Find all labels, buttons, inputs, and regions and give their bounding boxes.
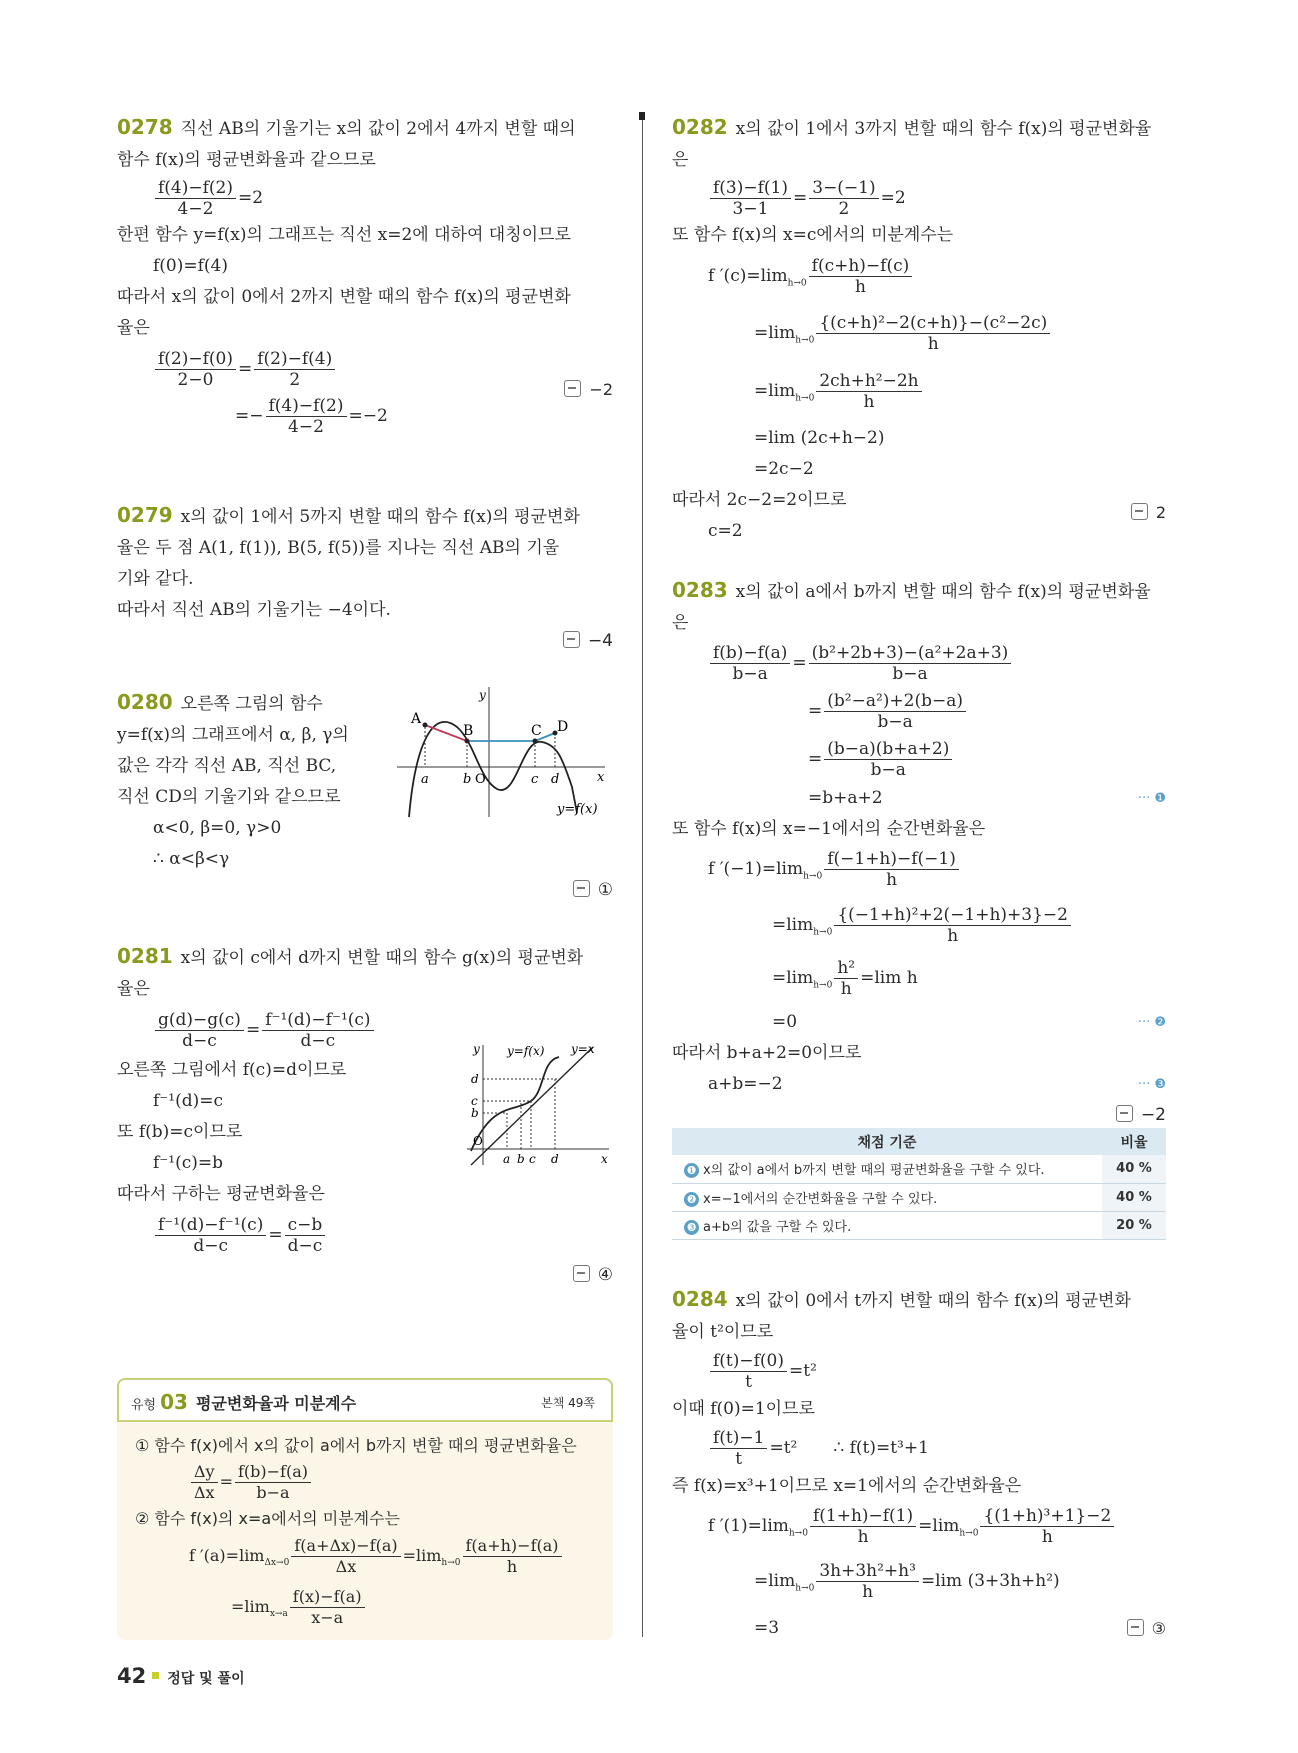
- problem-number: 0281: [117, 944, 173, 968]
- answer: −2: [564, 380, 613, 399]
- fraction: $\frac{c-b}{d-c}$: [285, 1215, 326, 1256]
- answer-icon: [1127, 1619, 1144, 1636]
- svg-text:c: c: [529, 1152, 536, 1166]
- fraction: $\frac{f(2)-f(0)}{2-0}$: [155, 349, 236, 390]
- svg-text:b: b: [517, 1152, 525, 1166]
- grading-row: ❶ x의 값이 a에서 b까지 변할 때의 평균변화율을 구할 수 있다. 40 %: [672, 1155, 1166, 1183]
- svg-text:c: c: [471, 1094, 478, 1108]
- solution-0281: 0281 x의 값이 c에서 d까지 변할 때의 함수 g(x)의 평균변화 율은 $\frac{g(d)-g(c)}{d-c}$ = $\frac{\text{f⁻¹(d)−f⁻¹(c)}}{d-c}$ 오른쪽 그림에서 f(c)=d이므로 f⁻¹(d)=c 또 f(b)=c이므로 f⁻¹(c)=b 따라서 구하는 평균변화율은 $\frac{\text{f⁻¹(d)−f⁻¹(c)}}{d-c}$ = $\frac{c-b}{d-c}$ ④ y x y=f(x) y=x d c b O a b c d: [117, 941, 613, 1281]
- answer-icon: [1131, 503, 1148, 520]
- svg-text:d: d: [551, 772, 560, 787]
- problem-number: 0280: [117, 690, 173, 714]
- page-number: 42: [117, 1664, 147, 1688]
- problem-number: 0284: [672, 1287, 728, 1311]
- graph-0281: [463, 1041, 613, 1171]
- svg-text:x: x: [601, 1152, 608, 1166]
- svg-text:b: b: [471, 1106, 479, 1120]
- fraction: $\frac{\text{f⁻¹(d)−f⁻¹(c)}}{d-c}$: [155, 1215, 266, 1256]
- solution-0279: 0279 x의 값이 1에서 5까지 변할 때의 함수 f(x)의 평균변화 율은 두 점 A(1, f(1)), B(5, f(5))를 지나는 직선 AB의 기울 기와 같다. 따라서 직선 AB의 기울기는 −4이다. −4: [117, 500, 613, 657]
- answer-icon: [564, 380, 581, 397]
- svg-text:O: O: [473, 1134, 483, 1148]
- grading-row: ❷ x=−1에서의 순간변화율을 구할 수 있다. 40 %: [672, 1183, 1166, 1211]
- graph-0280: [397, 687, 613, 823]
- problem-number: 0279: [117, 503, 173, 527]
- problem-number: 0282: [672, 115, 728, 139]
- concept-box: [117, 1378, 613, 1640]
- answer: 2: [1131, 503, 1166, 522]
- svg-text:y: y: [479, 688, 486, 702]
- footer-label: 정답 및 풀이: [167, 1671, 245, 1687]
- svg-text:A: A: [411, 711, 422, 727]
- answer-icon: [563, 631, 580, 648]
- answer-icon: [573, 1265, 590, 1282]
- solution-0284: 0284 x의 값이 0에서 t까지 변할 때의 함수 f(x)의 평균변화 율이 t²이므로 $\frac{f(t)-f(0)}{t}$ =t² 이때 f(0)=1이므로 $\frac{f(t)-1}{t}$ =t² ∴ f(t)=t³+1 즉 f(x)=x³+1이므로 x=1에서의 순간변화율은 f $'(1)=\lim_{h\to 0}$ $\frac{f(1+h)-f(1)}{h}$ $=\lim_{h\to 0}$ $\frac{\text{\{(1+h)³+1\}−2}}{h}$ $=\lim_{h\to 0}$ $\frac{\text{3h+3h²+h³}}{h}$ =lim (3+3h+h²) =3 ③: [672, 1284, 1166, 1644]
- svg-text:y: y: [473, 1042, 480, 1056]
- grading-header: 채점 기준 비율: [672, 1128, 1166, 1155]
- concept-header: 유형 03 평균변화율과 미분계수 본책 49쪽: [117, 1378, 613, 1422]
- divider-marker: [639, 112, 645, 120]
- problem-number: 0278: [117, 115, 173, 139]
- footer-bullet-icon: [152, 1672, 159, 1679]
- left-column: [117, 112, 613, 1285]
- svg-text:y=x: y=x: [571, 1042, 595, 1056]
- svg-text:a: a: [421, 772, 429, 787]
- fraction: $\frac{g(d)-g(c)}{d-c}$: [155, 1010, 244, 1051]
- solution-0283: 0283 x의 값이 a에서 b까지 변할 때의 함수 f(x)의 평균변화율 은 $\frac{f(b)-f(a)}{b-a}$ = $\frac{\text{(b²+2b+3)−(a²+2a+3)}}{b-a}$ = $\frac{\text{(b²−a²)+2(b−a)}}{b-a}$ = $\frac{(b-a)(b+a+2)}{b-a}$ =b+a+2 ··· ❶ 또 함수 f(x)의 x=−1에서의 순간변화율은 f $'(-1)=\lim_{h\to 0}$ $\frac{f(-1+h)-f(-1)}{h}$ $=\lim_{h\to 0}$ $\frac{\text{\{(−1+h)²+2(−1+h)+3\}−2}}{h}$ $=\lim_{h\to 0}$ $\frac{\text{h²}}{h}$ =lim h =0 ··· ❷ 따라서 b+a+2=0이므로 a+b=−2 ··· ❸ −2: [672, 575, 1166, 1131]
- svg-text:b: b: [463, 772, 472, 787]
- right-column: [672, 112, 1166, 1131]
- column-divider: [642, 112, 643, 1637]
- problem-number: 0283: [672, 578, 728, 603]
- answer-icon: [1116, 1105, 1133, 1122]
- fraction: $\frac{\text{f⁻¹(d)−f⁻¹(c)}}{d-c}$: [262, 1010, 373, 1051]
- svg-text:x: x: [597, 770, 605, 785]
- svg-text:c: c: [531, 772, 539, 787]
- answer: ①: [117, 875, 613, 906]
- svg-text:y=f(x): y=f(x): [557, 802, 598, 817]
- svg-text:B: B: [463, 723, 474, 739]
- svg-text:C: C: [531, 723, 542, 739]
- svg-text:D: D: [557, 719, 569, 735]
- step-marker: ··· ❸: [1137, 1077, 1166, 1093]
- answer: −4: [117, 626, 613, 657]
- svg-text:O: O: [475, 772, 486, 787]
- answer: −2: [672, 1100, 1166, 1131]
- grading-table: [672, 1128, 1166, 1240]
- fraction: $\frac{f(4)-f(2)}{4-2}$: [155, 178, 236, 219]
- svg-text:a: a: [503, 1152, 511, 1166]
- page-footer: [117, 1664, 245, 1688]
- grading-row: ❸ a+b의 값을 구할 수 있다. 20 %: [672, 1211, 1166, 1239]
- answer: ④: [117, 1260, 613, 1291]
- svg-text:y=f(x): y=f(x): [507, 1044, 545, 1058]
- fraction: $\frac{f(4)-f(2)}{4-2}$: [266, 396, 347, 437]
- step-marker: ··· ❷: [1137, 1015, 1166, 1031]
- solution-0280: 0280 오른쪽 그림의 함수 y=f(x)의 그래프에서 α, β, γ의 값은 각각 직선 AB, 직선 BC, 직선 CD의 기울기와 같으므로 α<0, β=0, γ>0 ∴ α<β<γ ① y x A B C D a b O c d y=f(x): [117, 687, 613, 887]
- fraction: $\frac{f(2)-f(4)}{2}$: [254, 349, 335, 390]
- answer: ③: [1127, 1613, 1166, 1644]
- solution-0278: 0278 직선 AB의 기울기는 x의 값이 2에서 4까지 변할 때의 함수 f(x)의 평균변화율과 같으므로 $\frac{f(4)-f(2)}{4-2}$ =2 한편 함수 y=f(x)의 그래프는 직선 x=2에 대하여 대칭이므로 f(0)=f(4) 따라서 x의 값이 0에서 2까지 변할 때의 함수 f(x)의 평균변화 율은 $\frac{f(2)-f(0)}{2-0}$ = $\frac{f(2)-f(4)}{2}$ =− $\frac{f(4)-f(2)}{4-2}$ =−2 −2: [117, 115, 613, 437]
- textbook-reference: 본책 49쪽: [541, 1396, 595, 1410]
- answer-icon: [573, 880, 590, 897]
- solution-0282: 0282 x의 값이 1에서 3까지 변할 때의 함수 f(x)의 평균변화율 은 $\frac{f(3)-f(1)}{3-1}$ = $\frac{3-(-1)}{2}$ =2 또 함수 f(x)의 x=c에서의 미분계수는 f $'(c)=\lim_{h\to 0}$ $\frac{f(c+h)-f(c)}{h}$ $=\lim_{h\to 0}$ $\frac{\text{\{(c+h)²−2(c+h)\}−(c²−2c)}}{h}$ $=\lim_{h\to 0}$ $\frac{\text{2ch+h²−2h}}{h}$ =lim (2c+h−2) =2c−2 따라서 2c−2=2이므로 c=2 2: [672, 115, 1166, 542]
- svg-text:d: d: [551, 1152, 559, 1166]
- concept-body: ① 함수 f(x)에서 x의 값이 a에서 b까지 변할 때의 평균변화율은 $\frac{\Delta y}{\Delta x}$ = $\frac{f(b)-f(a)}{b-a}$ ② 함수 f(x)의 x=a에서의 미분계수는 f $'(a)=\lim_{\Delta x\to 0}$ $\frac{f(a+\Delta x)-f(a)}{\Delta x}$ $=\lim_{h\to 0}$ $\frac{f(a+h)-f(a)}{h}$ $=\lim_{x\to a}$ $\frac{f(x)-f(a)}{x-a}$: [135, 1436, 577, 1628]
- svg-text:d: d: [471, 1072, 479, 1086]
- step-marker: ··· ❶: [1137, 791, 1166, 807]
